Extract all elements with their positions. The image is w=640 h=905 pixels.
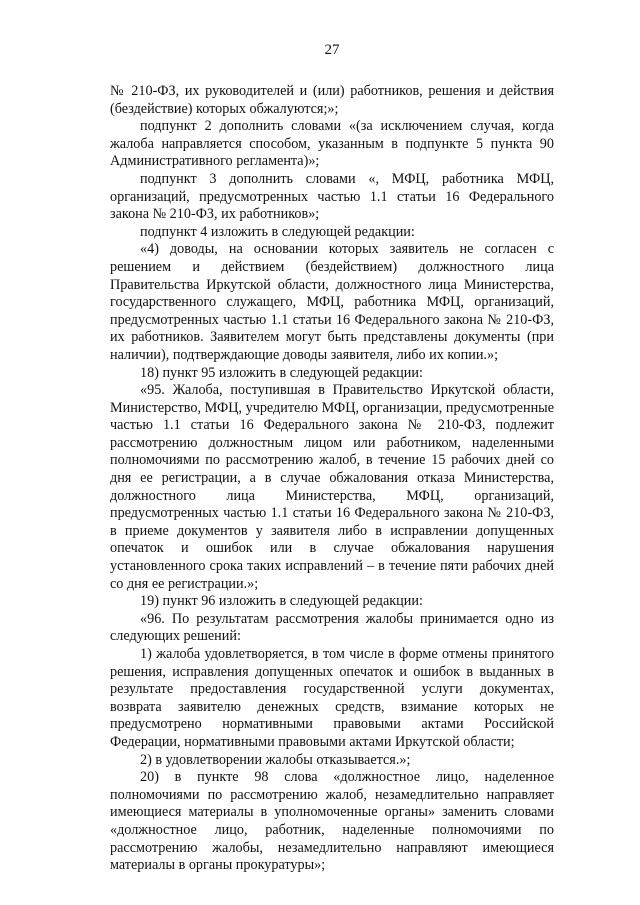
paragraph-subitem-3: подпункт 3 дополнить словами «, МФЦ, работника МФЦ, организаций, предусмотренных частью 1.1 статьи 16 Федерального закона № 210-ФЗ, их работников»;: [110, 170, 554, 223]
paragraph-subitem-2: подпункт 2 дополнить словами «(за исключением случая, когда жалоба направляется способом, указанным в подпункте 5 пункта 90 Административного регламента)»;: [110, 118, 554, 170]
paragraph-decision-1: 1) жалоба удовлетворяется, в том числе в форме отмены принятого решения, исправления допущенных опечаток и ошибок в выданных в результате предоставления государственной услуги документах, возврата заявителю денежных средств, взимание которых не предусмотрено нормативными правовыми актами Российской Федерации, нормативными правовыми актами Иркутской области;: [110, 646, 554, 750]
paragraph-item-19: 19) пункт 96 изложить в следующей редакции:: [140, 593, 423, 610]
paragraph-item-20: 20) в пункте 98 слова «должностное лицо, наделенное полномочиями по рассмотрению жалоб, незамедлительно направляет имеющиеся материалы в уполномоченные органы» заменить словами «должностное лицо, работник, наделенные полномочиями по рассмотрению жалобы, незамедлительно направляют имеющиеся материалы в органы прокуратуры»;: [110, 769, 554, 874]
page-number: 27: [324, 42, 340, 58]
paragraph-continuation: № 210-ФЗ, их руководителей и (или) работников, решения и действия (бездействие) которых обжалуются;»;: [110, 83, 554, 117]
paragraph-decision-2: 2) в удовлетворении жалобы отказывается.»;: [140, 751, 411, 768]
paragraph-subitem-4-intro: подпункт 4 изложить в следующей редакции:: [140, 223, 415, 240]
document-body: [110, 83, 554, 875]
paragraph-item-96-text: «96. По результатам рассмотрения жалобы принимается одно из следующих решений:: [110, 610, 554, 645]
paragraph-item-95-text: «95. Жалоба, поступившая в Правительство Иркутской области, Министерство, МФЦ, учредителю МФЦ, организации, предусмотренные частью 1.1 статьи 16 Федерального закона № 210-ФЗ, подлежит рассмотрению должностным лицом или работником, наделенными полномочиями по рассмотрению жалоб, в течение 15 рабочих дней со дня ее регистрации, а в случае обжалования отказа Министерства, должностного лица Министерства, МФЦ, организаций, предусмотренных частью 1.1 статьи 16 Федерального закона № 210-ФЗ, в приеме документов у заявителя либо в исправлении допущенных опечаток и ошибок или в случае обжалования нарушения установленного срока таких исправлений – в течение пяти рабочих дней со дня ее регистрации.»;: [110, 382, 554, 592]
paragraph-subitem-4-text: «4) доводы, на основании которых заявитель не согласен с решением и действием (бездействием) должностного лица Правительства Иркутской области, должностного лица Министерства, государственного служащего, МФЦ, работника МФЦ, организаций, предусмотренных частью 1.1 статьи 16 Федерального закона № 210-ФЗ, их работников. Заявителем могут быть представлены документы (при наличии), подтверждающие доводы заявителя, либо их копии.»;: [110, 241, 554, 363]
paragraph-item-18: 18) пункт 95 изложить в следующей редакции:: [140, 364, 423, 381]
